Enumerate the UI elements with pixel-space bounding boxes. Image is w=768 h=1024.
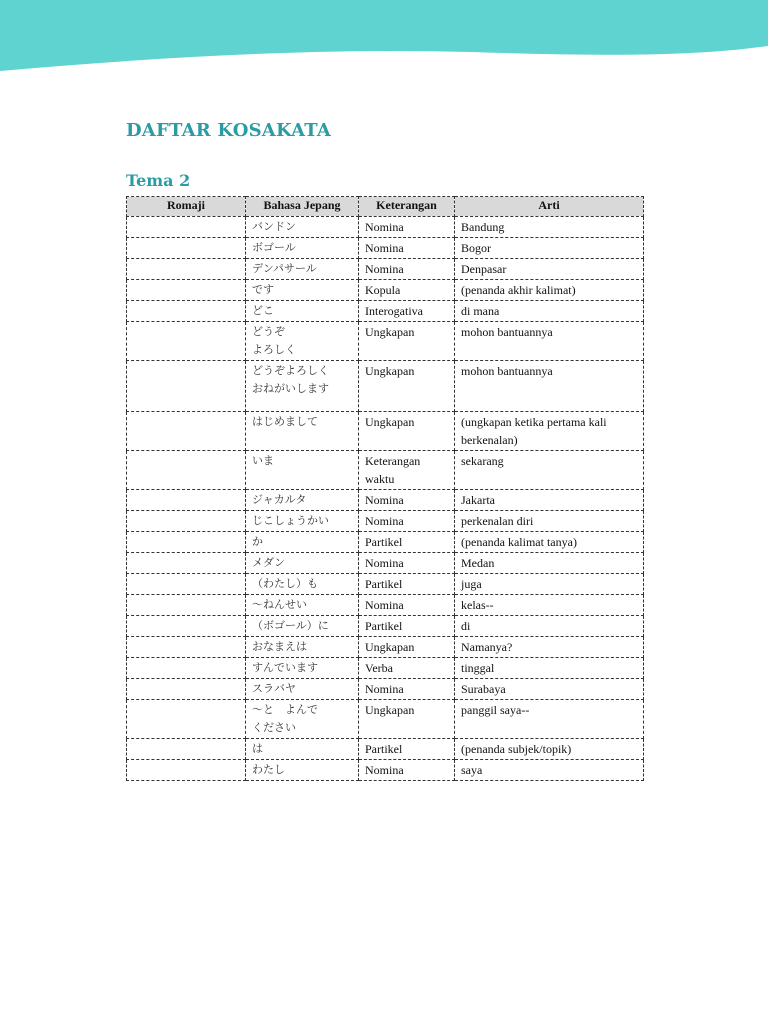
vocabulary-table-body [127, 217, 644, 781]
bahasa-jepang-cell: （ボゴール）に [246, 616, 359, 637]
keterangan-cell: Ungkapan [359, 412, 455, 451]
arti-cell: di mana [455, 301, 644, 322]
bahasa-jepang-cell: バンドン [246, 217, 359, 238]
header-keterangan: Keterangan [359, 197, 455, 217]
romaji-cell [127, 490, 246, 511]
keterangan-cell: Partikel [359, 574, 455, 595]
table-row [127, 301, 644, 322]
table-row [127, 361, 644, 412]
keterangan-cell: Nomina [359, 679, 455, 700]
bahasa-jepang-cell: メダン [246, 553, 359, 574]
arti-cell: Namanya? [455, 637, 644, 658]
table-row [127, 739, 644, 760]
arti-cell: sekarang [455, 451, 644, 490]
bahasa-jepang-cell: すんでいます [246, 658, 359, 679]
arti-cell: di [455, 616, 644, 637]
arti-cell: tinggal [455, 658, 644, 679]
arti-cell: (penanda subjek/topik) [455, 739, 644, 760]
keterangan-cell: Ungkapan [359, 322, 455, 361]
romaji-cell [127, 322, 246, 361]
romaji-cell [127, 679, 246, 700]
arti-cell: mohon bantuannya [455, 322, 644, 361]
bahasa-jepang-cell: ボゴール [246, 238, 359, 259]
bahasa-jepang-cell: はじめまして [246, 412, 359, 451]
table-row [127, 322, 644, 361]
bahasa-jepang-cell: ジャカルタ [246, 490, 359, 511]
romaji-cell [127, 238, 246, 259]
keterangan-cell: Ungkapan [359, 700, 455, 739]
arti-cell: mohon bantuannya [455, 361, 644, 412]
keterangan-cell: Nomina [359, 511, 455, 532]
keterangan-cell: Partikel [359, 532, 455, 553]
bahasa-jepang-cell: デンパサール [246, 259, 359, 280]
keterangan-cell: Nomina [359, 490, 455, 511]
bahasa-jepang-cell: スラバヤ [246, 679, 359, 700]
header-romaji: Romaji [127, 197, 246, 217]
arti-cell: (ungkapan ketika pertama kali berkenalan) [455, 412, 644, 451]
romaji-cell [127, 700, 246, 739]
romaji-cell [127, 217, 246, 238]
table-row [127, 412, 644, 451]
header-bahasa-jepang: Bahasa Jepang [246, 197, 359, 217]
romaji-cell [127, 595, 246, 616]
keterangan-cell: Verba [359, 658, 455, 679]
romaji-cell [127, 412, 246, 451]
table-row [127, 574, 644, 595]
keterangan-cell: Kopula [359, 280, 455, 301]
bahasa-jepang-cell: 〜ねんせい [246, 595, 359, 616]
table-row [127, 259, 644, 280]
vocabulary-table [126, 196, 644, 781]
arti-cell: juga [455, 574, 644, 595]
table-row [127, 451, 644, 490]
arti-cell: Bogor [455, 238, 644, 259]
arti-cell: Medan [455, 553, 644, 574]
bahasa-jepang-cell: か [246, 532, 359, 553]
keterangan-cell: Ungkapan [359, 361, 455, 412]
arti-cell: perkenalan diri [455, 511, 644, 532]
keterangan-cell: Nomina [359, 217, 455, 238]
bahasa-jepang-cell: いま [246, 451, 359, 490]
bahasa-jepang-cell: わたし [246, 760, 359, 781]
table-row [127, 217, 644, 238]
romaji-cell [127, 532, 246, 553]
romaji-cell [127, 361, 246, 412]
romaji-cell [127, 739, 246, 760]
header-wave-shape [0, 0, 768, 71]
bahasa-jepang-cell: どうぞ よろしく [246, 322, 359, 361]
keterangan-cell: Nomina [359, 259, 455, 280]
table-row [127, 700, 644, 739]
table-row [127, 532, 644, 553]
keterangan-cell: Nomina [359, 595, 455, 616]
arti-cell: panggil saya-- [455, 700, 644, 739]
bahasa-jepang-cell: は [246, 739, 359, 760]
table-row [127, 658, 644, 679]
romaji-cell [127, 511, 246, 532]
table-row [127, 637, 644, 658]
bahasa-jepang-cell: どうぞよろしく おねがいします [246, 361, 359, 412]
keterangan-cell: Nomina [359, 238, 455, 259]
table-row [127, 490, 644, 511]
table-row [127, 280, 644, 301]
arti-cell: (penanda akhir kalimat) [455, 280, 644, 301]
romaji-cell [127, 280, 246, 301]
keterangan-cell: Keterangan waktu [359, 451, 455, 490]
arti-cell: Surabaya [455, 679, 644, 700]
bahasa-jepang-cell: どこ [246, 301, 359, 322]
romaji-cell [127, 574, 246, 595]
bahasa-jepang-cell: 〜と よんで ください [246, 700, 359, 739]
romaji-cell [127, 658, 246, 679]
romaji-cell [127, 616, 246, 637]
arti-cell: (penanda kalimat tanya) [455, 532, 644, 553]
romaji-cell [127, 637, 246, 658]
table-row [127, 511, 644, 532]
keterangan-cell: Interogativa [359, 301, 455, 322]
page-title: DAFTAR KOSAKATA [126, 120, 332, 141]
table-header-row [127, 197, 644, 217]
arti-cell: Denpasar [455, 259, 644, 280]
section-title: Tema 2 [126, 171, 191, 190]
bahasa-jepang-cell: です [246, 280, 359, 301]
table-row [127, 238, 644, 259]
keterangan-cell: Nomina [359, 553, 455, 574]
romaji-cell [127, 301, 246, 322]
arti-cell: Bandung [455, 217, 644, 238]
romaji-cell [127, 259, 246, 280]
arti-cell: saya [455, 760, 644, 781]
romaji-cell [127, 760, 246, 781]
bahasa-jepang-cell: じこしょうかい [246, 511, 359, 532]
arti-cell: kelas-- [455, 595, 644, 616]
table-row [127, 679, 644, 700]
table-row [127, 553, 644, 574]
romaji-cell [127, 451, 246, 490]
bahasa-jepang-cell: おなまえは [246, 637, 359, 658]
keterangan-cell: Ungkapan [359, 637, 455, 658]
bahasa-jepang-cell: （わたし）も [246, 574, 359, 595]
keterangan-cell: Nomina [359, 760, 455, 781]
keterangan-cell: Partikel [359, 616, 455, 637]
header-wave-banner [0, 0, 768, 80]
keterangan-cell: Partikel [359, 739, 455, 760]
table-row [127, 760, 644, 781]
table-row [127, 595, 644, 616]
arti-cell: Jakarta [455, 490, 644, 511]
table-row [127, 616, 644, 637]
romaji-cell [127, 553, 246, 574]
header-arti: Arti [455, 197, 644, 217]
